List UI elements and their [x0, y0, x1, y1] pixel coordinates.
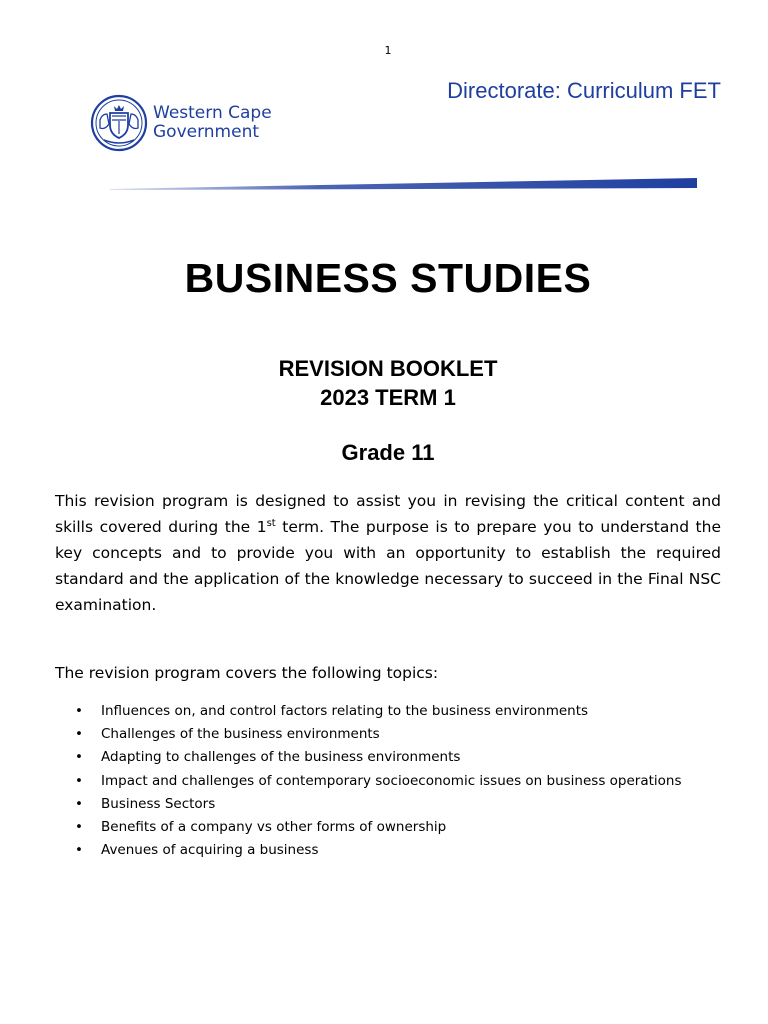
- directorate-heading: Directorate: Curriculum FET: [447, 78, 721, 103]
- coat-of-arms-icon: [90, 94, 148, 152]
- header-rule: [110, 176, 697, 190]
- page-number: 1: [384, 44, 392, 57]
- list-item: [55, 723, 682, 746]
- bullet-icon: •: [75, 795, 83, 812]
- document-title: BUSINESS STUDIES: [184, 255, 592, 301]
- intro-text-2: term. The purpose is to prepare you to understand the key concepts and to provide you with an opportunity to establish the required standard and the application of the knowledge necessary to succeed in the Final NSC examination.: [55, 518, 721, 614]
- topic-text: Business Sectors: [101, 795, 216, 812]
- bullet-icon: •: [75, 842, 83, 859]
- topic-text: Challenges of the business environments: [101, 726, 380, 743]
- list-item: [55, 746, 682, 769]
- subtitle-term: 2023 TERM 1: [320, 385, 456, 410]
- intro-superscript: st: [266, 517, 276, 529]
- list-item: [55, 816, 682, 839]
- topic-text: Avenues of acquiring a business: [101, 842, 319, 859]
- topic-text: Influences on, and control factors relating to the business environments: [101, 703, 589, 719]
- topics-lead: The revision program covers the following topics:: [55, 664, 439, 682]
- logo-line-2: Government: [153, 122, 260, 142]
- bullet-icon: •: [75, 703, 83, 719]
- bullet-icon: •: [75, 819, 83, 836]
- bullet-icon: •: [75, 772, 83, 789]
- list-item: [55, 770, 682, 793]
- list-item: [55, 700, 682, 723]
- government-logo: [90, 94, 272, 152]
- intro-paragraph: [55, 488, 721, 618]
- intro-text-1: This revision program is designed to assist you in revising the critical content and skills covered during the 1: [55, 492, 721, 536]
- topic-text: Impact and challenges of contemporary socioeconomic issues on business operations: [101, 772, 682, 789]
- logo-text: [153, 104, 272, 142]
- list-item: [55, 793, 682, 816]
- bullet-icon: •: [75, 749, 83, 766]
- subtitle-booklet: REVISION BOOKLET: [278, 356, 498, 381]
- bullet-icon: •: [75, 726, 83, 743]
- grade-heading: Grade 11: [341, 440, 435, 465]
- list-item: [55, 839, 682, 862]
- logo-line-1: Western Cape: [153, 103, 272, 123]
- topics-list: [55, 700, 682, 862]
- topic-text: Benefits of a company vs other forms of ownership: [101, 819, 447, 836]
- topic-text: Adapting to challenges of the business environments: [101, 749, 461, 766]
